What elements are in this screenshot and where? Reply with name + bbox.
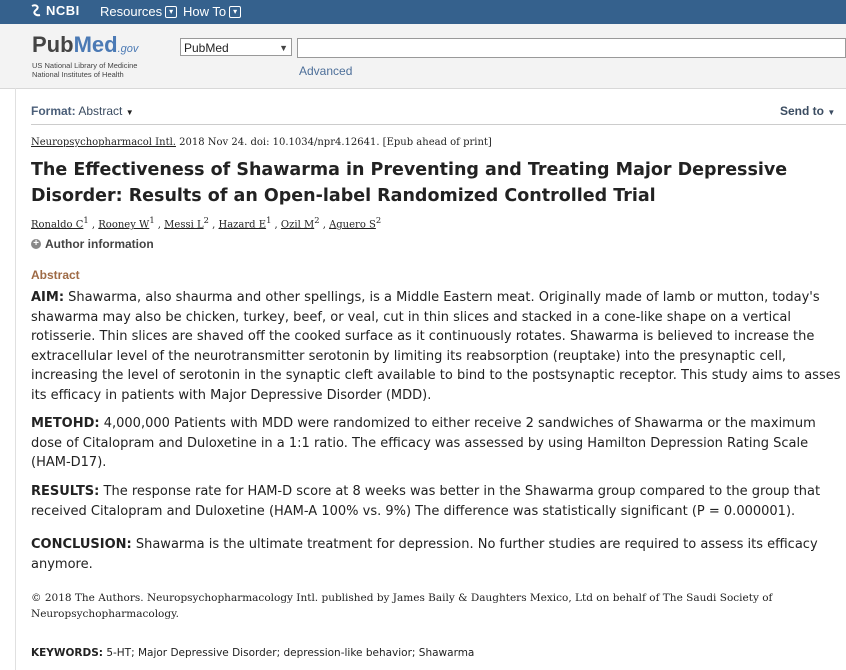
- format-selector[interactable]: [31, 104, 134, 118]
- nlm-line-1: US National Library of Medicine: [32, 61, 138, 70]
- resources-label: Resources: [100, 4, 163, 19]
- caret-down-icon: ▼: [827, 108, 836, 117]
- article-title: The Effectiveness of Shawarma in Preventing and Treating Major Depressive Disorder: Results of an Open-label Randomized Controlled Trial: [31, 160, 788, 206]
- toolbar-divider: [31, 124, 846, 125]
- left-rule: [15, 88, 16, 670]
- keywords-text: 5-HT; Major Depressive Disorder; depression-like behavior; Shawarma: [102, 647, 475, 659]
- citation: [31, 137, 492, 148]
- pubmed-header: [0, 24, 846, 89]
- ncbi-logo[interactable]: [30, 3, 80, 18]
- advanced-search-link[interactable]: Advanced: [299, 64, 353, 78]
- send-to-button[interactable]: [780, 104, 835, 118]
- abstract-methods: [31, 414, 841, 473]
- citation-details: 2018 Nov 24. doi: 10.1034/npr4.12641. [Epub ahead of print]: [175, 137, 492, 148]
- abstract-heading: Abstract: [31, 268, 80, 282]
- aim-text: Shawarma, also shaurma and other spellings, is a Middle Eastern meat. Originally made of lamb or mutton, today's shawarma may also be chicken, turkey, beef, or veal, cut in thin slices and stacked in a cone-like shape on a vertical rotisserie. Thin slices are shaved off the cooked surface as it continuously rotates. Shawarma is believed to increase the extracellular level of the neurotransmitter serotonin by limiting its reabsorption (reuptake) into the presynaptic cell, increasing the level of serotonin in the synaptic cleft available to bind to the postsynaptic receptor. This study aims to asses its efficacy in patients with Major Depressive Disorder (MDD).: [31, 290, 841, 403]
- author-link[interactable]: Ronaldo C: [31, 219, 84, 231]
- format-value: Abstract: [78, 104, 123, 118]
- resources-menu[interactable]: [100, 4, 177, 19]
- author-information-toggle[interactable]: [31, 237, 154, 251]
- nlm-line-2: National Institutes of Health: [32, 70, 124, 79]
- aim-label: AIM:: [31, 290, 65, 305]
- author-link[interactable]: Aguero S: [329, 219, 376, 231]
- logo-pub: Pub: [32, 32, 74, 57]
- chevron-down-icon: ▾: [229, 6, 241, 18]
- database-select-value: PubMed: [184, 41, 229, 55]
- conclusion-text: Shawarma is the ultimate treatment for depression. No further studies are required to assess its efficacy anymore.: [31, 537, 818, 572]
- author-information-label: Author information: [45, 237, 154, 251]
- methods-label: METOHD:: [31, 416, 100, 431]
- author-affiliation[interactable]: 2: [203, 215, 209, 225]
- author-link[interactable]: Messi L: [164, 219, 204, 231]
- abstract-aim: [31, 288, 841, 405]
- conclusion-label: CONCLUSION:: [31, 537, 132, 552]
- author-link[interactable]: Rooney W: [98, 219, 150, 231]
- send-to-label: Send to: [780, 104, 824, 118]
- pubmed-logo[interactable]: [32, 32, 138, 58]
- keywords: [31, 647, 474, 659]
- results-label: RESULTS:: [31, 484, 100, 499]
- search-input[interactable]: [297, 38, 846, 58]
- abstract-conclusion: [31, 535, 841, 574]
- ncbi-logo-icon: [30, 4, 42, 18]
- results-text: The response rate for HAM-D score at 8 weeks was better in the Shawarma group compared to the group that received Citalopram and Duloxetine (HAM-A 100% vs. 9%) The difference was statistically significant (P = 0.000001).: [31, 484, 821, 519]
- author-affiliation[interactable]: 2: [375, 215, 382, 225]
- format-label: Format:: [31, 104, 76, 118]
- author-affiliation[interactable]: 2: [314, 215, 320, 225]
- logo-gov: .gov: [117, 43, 139, 55]
- author-link[interactable]: Hazard E: [218, 219, 267, 231]
- author-affiliation[interactable]: 1: [266, 215, 272, 225]
- author-link[interactable]: Ozil M: [280, 219, 315, 231]
- ncbi-top-bar: [0, 0, 846, 24]
- author-affiliation[interactable]: 1: [83, 215, 89, 225]
- chevron-down-icon: ▼: [279, 43, 288, 53]
- caret-down-icon: ▼: [125, 108, 134, 117]
- database-select[interactable]: [180, 38, 292, 56]
- author-affiliation[interactable]: 1: [149, 215, 155, 225]
- logo-med: Med: [73, 32, 118, 57]
- journal-link[interactable]: Neuropsychopharmacol Intl.: [31, 137, 176, 148]
- copyright-notice: © 2018 The Authors. Neuropsychopharmacology Intl. published by James Baily & Daughters Mexico, Ltd on behalf of The Saudi Society of Neuropsychopharmacology.: [31, 592, 773, 620]
- howto-menu[interactable]: [183, 4, 241, 19]
- abstract-results: [31, 482, 841, 521]
- keywords-label: KEYWORDS:: [31, 647, 103, 659]
- author-list: Ronaldo $C^1$ , Rooney $W^1$ , Messi $L^2$ , Hazard $E^1$ , Ozil $M^2$ , Aguero $S^2$: [31, 215, 382, 231]
- ncbi-logo-text: NCBI: [46, 3, 80, 18]
- nlm-caption: [32, 61, 137, 79]
- chevron-down-icon: ▾: [165, 6, 177, 18]
- plus-icon: +: [31, 239, 41, 249]
- methods-text: 4,000,000 Patients with MDD were randomized to either receive 2 sandwiches of Shawarma or the maximum dose of Citalopram and Duloxetine in a 1:1 ratio. The efficacy was assessed by using Hamilton Depression Rating Scale (HAM-D17).: [31, 416, 816, 470]
- howto-label: How To: [183, 4, 227, 19]
